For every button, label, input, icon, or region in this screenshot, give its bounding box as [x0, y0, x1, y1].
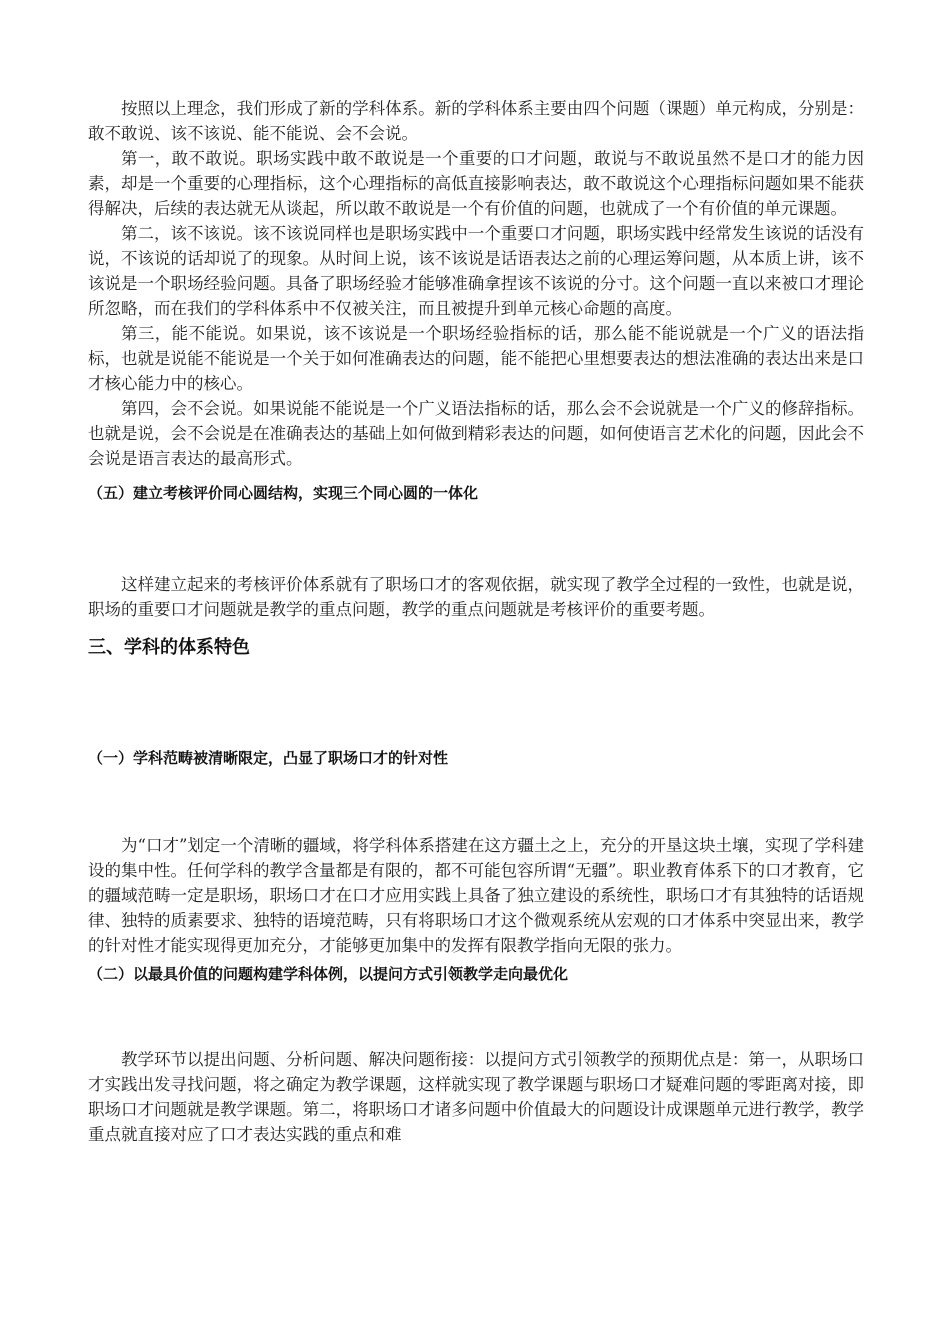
- spacer: [88, 622, 864, 634]
- paragraph-assessment: 这样建立起来的考核评价体系就有了职场口才的客观依据，就实现了教学全过程的一致性，也就是说，职场的重要口才问题就是教学的重点问题，教学的重点问题就是考核评价的重要考题。: [88, 575, 864, 619]
- spacer: [88, 471, 864, 481]
- paragraph-second-should-speak: 第二，该不该说。该不该说同样也是职场实践中一个重要口才问题，职场实践中经常发生该说的话没有说，不该说的话却说了的现象。从时间上说，该不该说是话语表达之前的心理运筹问题，从本质上讲，该不该说是一个职场经验问题。具备了职场经验才能够准确拿捏该不该说的分寸。这个问题一直以来被口才理论所忽略，而在我们的学科体系中不仅被关注，而且被提升到单元核心命题的高度。: [88, 224, 864, 318]
- paragraph-scope: 为“口才”划定一个清晰的疆域，将学科体系搭建在这方疆土之上，充分的开垦这块土壤，实现了学科建设的集中性。任何学科的教学含量都是有限的，都不可能包容所谓“无疆”。职业教育体系下的口才教育，它的疆域范畴一定是职场，职场口才在口才应用实践上具备了独立建设的系统性，职场口才有其独特的话语规律、独特的质素要求、独特的语境范畴，只有将职场口才这个微观系统从宏观的口才体系中突显出来，教学的针对性才能实现得更加充分，才能够更加集中的发挥有限教学指向无限的张力。: [88, 836, 864, 955]
- paragraph-third-can-speak: 第三，能不能说。如果说，该不该说是一个职场经验指标的话，那么能不能说就是一个广义的语法指标，也就是说能不能说是一个关于如何准确表达的问题，能不能把心里想要表达的想法准确的表达出来是口才核心能力中的核心。: [88, 324, 864, 393]
- paragraph-fourth-know-how-to-speak: 第四，会不会说。如果说能不能说是一个广义语法指标的话，那么会不会说就是一个广义的修辞指标。也就是说，会不会说是在准确表达的基础上如何做到精彩表达的问题，如何使语言艺术化的问题，因此会不会说是语言表达的最高形式。: [88, 399, 864, 468]
- paragraph-teaching: 教学环节以提出问题、分析问题、解决问题衔接：以提问方式引领教学的预期优点是：第一，从职场口才实践出发寻找问题，将之确定为教学课题，这样就实现了教学课题与职场口才疑难问题的零距离对接，即职场口才问题就是教学课题。第二，将职场口才诸多问题中价值最大的问题设计成课题单元进行教学，教学重点就直接对应了口才表达实践的重点和难: [88, 1050, 864, 1144]
- document-page: [88, 96, 864, 1147]
- spacer: [88, 771, 864, 833]
- subheading-five: （五）建立考核评价同心圆结构，实现三个同心圆的一体化: [88, 484, 479, 502]
- section-heading-three: 三、学科的体系特色: [88, 637, 250, 658]
- spacer: [88, 506, 864, 572]
- spacer: [88, 662, 864, 746]
- paragraph-intro: 按照以上理念，我们形成了新的学科体系。新的学科体系主要由四个问题（课题）单元构成，分别是：敢不敢说、该不该说、能不能说、会不会说。: [88, 99, 864, 143]
- subheading-one: （一）学科范畴被清晰限定，凸显了职场口才的针对性: [88, 749, 449, 767]
- spacer: [88, 987, 864, 1047]
- paragraph-first-dare-to-speak: 第一，敢不敢说。职场实践中敢不敢说是一个重要的口才问题，敢说与不敢说虽然不是口才的能力因素，却是一个重要的心理指标，这个心理指标的高低直接影响表达，敢不敢说这个心理指标问题如果不能获得解决，后续的表达就无从谈起，所以敢不敢说是一个有价值的问题，也就成了一个有价值的单元课题。: [88, 149, 864, 218]
- subheading-two: （二）以最具价值的问题构建学科体例，以提问方式引领教学走向最优化: [88, 965, 569, 983]
